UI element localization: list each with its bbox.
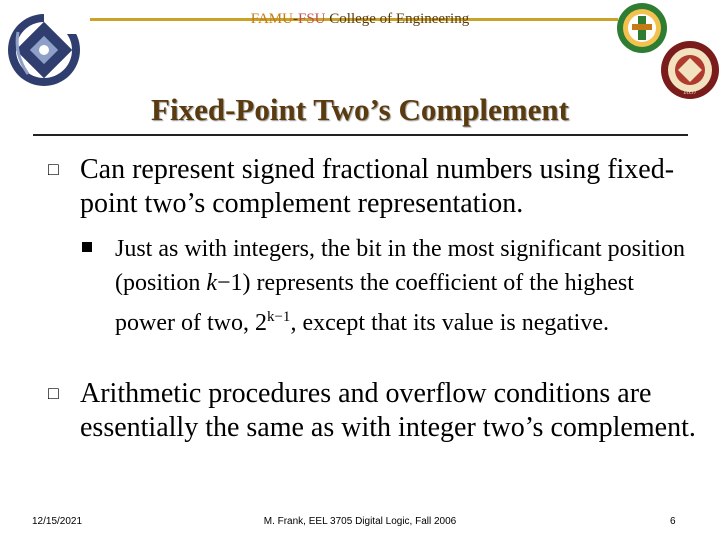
- header-fsu: FSU: [297, 11, 326, 27]
- exponent: k−1: [266, 309, 291, 325]
- footer-page-number: 6: [670, 516, 676, 527]
- hollow-square-bullet-icon: □: [48, 383, 59, 403]
- fsu-seal-icon: [660, 40, 720, 100]
- college-logo-icon: [4, 2, 90, 94]
- header-famu: FAMU: [250, 11, 293, 27]
- header-title: [0, 11, 720, 27]
- bullet-text: Arithmetic procedures and overflow conditions are essentially the same as with integer two’s complement.: [80, 378, 696, 443]
- sub-bullet-part2: −1) represents the coefficient of the highest power of two, 2: [115, 270, 634, 336]
- slide-title: Fixed-Point Two’s Complement: [151, 92, 569, 127]
- seal-year: 1857: [683, 88, 697, 96]
- header-dash: -: [292, 11, 298, 27]
- hollow-square-bullet-icon: □: [48, 159, 59, 179]
- footer-date: 12/15/2021: [32, 516, 83, 527]
- header-rest: College of Engineering: [325, 11, 470, 27]
- title-divider: [33, 134, 688, 136]
- sub-bullet-text: [115, 232, 695, 340]
- sub-bullet-part1: Just as with integers, the bit in the most significant position (position: [115, 236, 685, 296]
- footer-center: M. Frank, EEL 3705 Digital Logic, Fall 2006: [263, 516, 457, 527]
- sub-bullet-part3: , except that its value is negative.: [290, 310, 609, 336]
- bullet-text: Can represent signed fractional numbers using fixed-point two’s complement representation.: [80, 154, 675, 219]
- variable-k: k: [206, 270, 217, 296]
- square-bullet-icon: [82, 242, 92, 252]
